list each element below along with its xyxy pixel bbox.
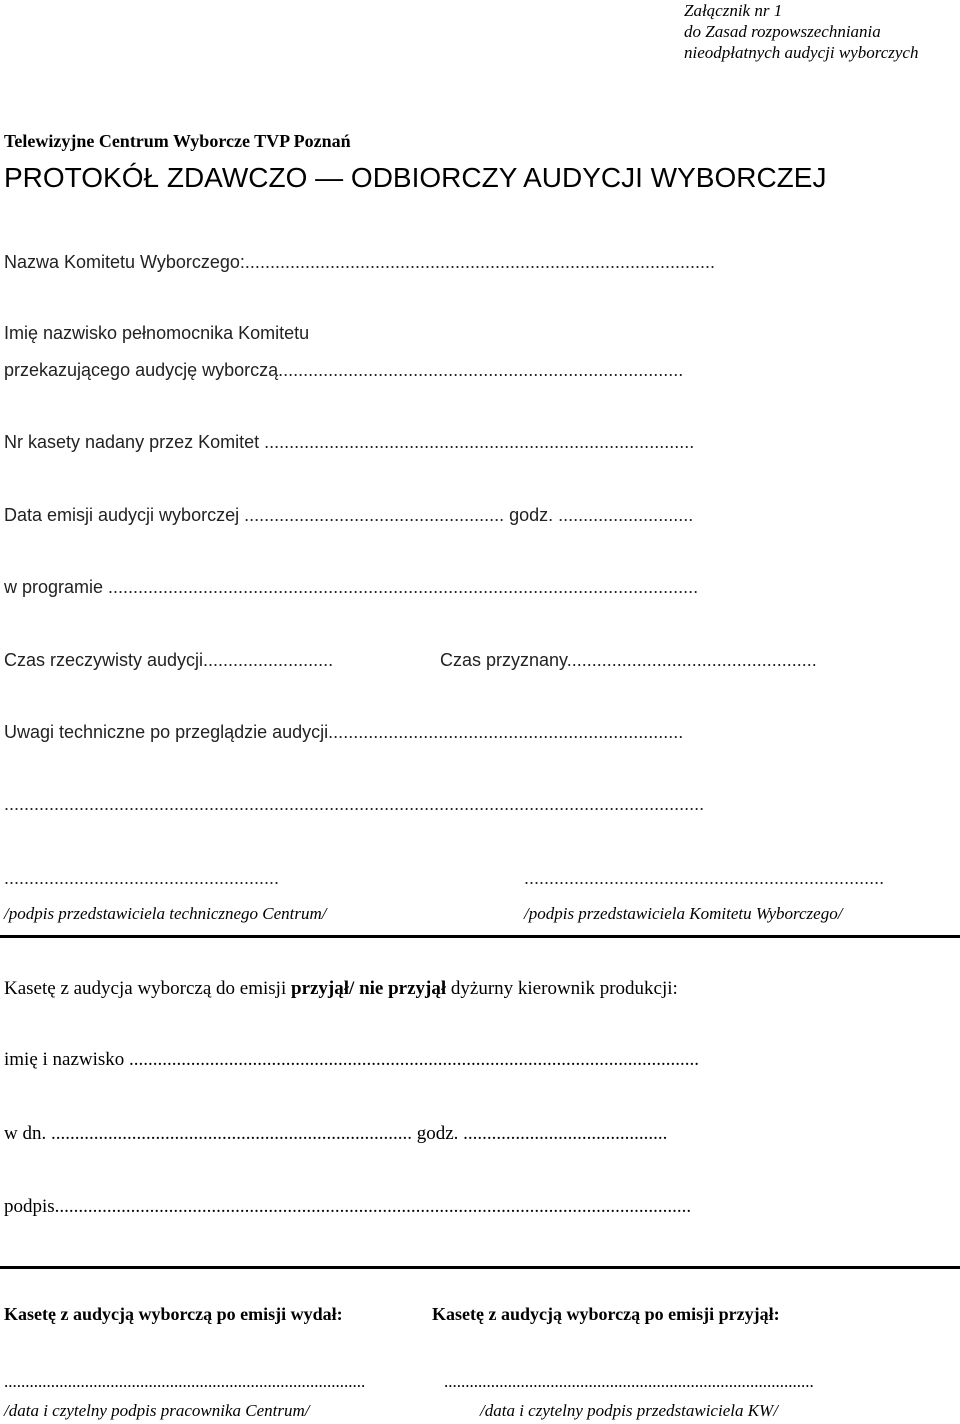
broadcast-date-field[interactable]: Data emisji audycji wyborczej .................................................... godz. ........................... — [4, 505, 694, 525]
duration-actual-field[interactable]: Czas rzeczywisty audycji.......................... — [4, 650, 334, 670]
issued-signature-caption: /data i czytelny podpis pracownika Centrum/ — [4, 1401, 310, 1420]
program-field[interactable]: w programie ...................................................................................................................... — [4, 577, 699, 597]
received-label: Kasetę z audycją wyborczą po emisji przyjął: — [432, 1304, 780, 1324]
received-signature-line[interactable]: ....................................................................................... — [444, 1372, 814, 1391]
manager-name-field[interactable]: imię i nazwisko ........................................................................................................................ — [4, 1049, 700, 1070]
annex-line-2: do Zasad rozpowszechniania — [684, 22, 881, 41]
duration-granted-field[interactable]: Czas przyznany.................................................. — [440, 650, 817, 670]
acceptance-statement — [4, 978, 678, 1000]
tape-number-field[interactable]: Nr kasety nadany przez Komitet ...................................................................................... — [4, 432, 695, 452]
page-title: PROTOKÓŁ ZDAWCZO — ODBIORCZY AUDYCJI WYBORCZEJ — [4, 162, 827, 193]
proxy-label-line-1: Imię nazwisko pełnomocnika Komitetu — [4, 323, 310, 343]
proxy-name-field[interactable]: przekazującego audycję wyborczą................................................................................. — [4, 360, 684, 380]
received-signature-caption: /data i czytelny podpis przedstawiciela KW/ — [480, 1401, 778, 1420]
committee-signature-line[interactable]: ........................................................................ — [524, 868, 885, 888]
committee-name-field[interactable]: Nazwa Komitetu Wyborczego:.............................................................................................. — [4, 252, 716, 272]
acceptance-accepted-option[interactable]: przyjął/ nie przyjął — [291, 978, 447, 999]
annex-line-3: nieodpłatnych audycji wyborczych — [684, 43, 919, 62]
committee-signature-caption: /podpis przedstawiciela Komitetu Wyborczego/ — [524, 904, 843, 923]
issued-label: Kasetę z audycją wyborczą po emisji wydał: — [4, 1304, 343, 1324]
org-name: Telewizyjne Centrum Wyborcze TVP Poznań — [4, 131, 351, 151]
manager-signature-field[interactable]: podpis...................................................................................................................................... — [4, 1196, 692, 1217]
technical-notes-field[interactable]: Uwagi techniczne po przeglądzie audycji....................................................................... — [4, 722, 684, 742]
technical-signature-line[interactable]: ....................................................... — [4, 868, 280, 888]
technical-signature-caption: /podpis przedstawiciela technicznego Centrum/ — [4, 904, 327, 923]
acceptance-text-before: Kasetę z audycja wyborczą do emisji — [4, 978, 291, 999]
annex-line-1: Załącznik nr 1 — [684, 1, 783, 20]
acceptance-date-field[interactable]: w dn. ............................................................................ godz. ........................................... — [4, 1123, 668, 1144]
acceptance-text-after: dyżurny kierownik produkcji: — [446, 978, 678, 999]
issued-signature-line[interactable]: ..................................................................................... — [4, 1372, 366, 1391]
section-divider-1 — [0, 935, 960, 938]
technical-notes-continuation[interactable]: ............................................................................................................................................ — [4, 794, 705, 814]
section-divider-2 — [0, 1266, 960, 1269]
